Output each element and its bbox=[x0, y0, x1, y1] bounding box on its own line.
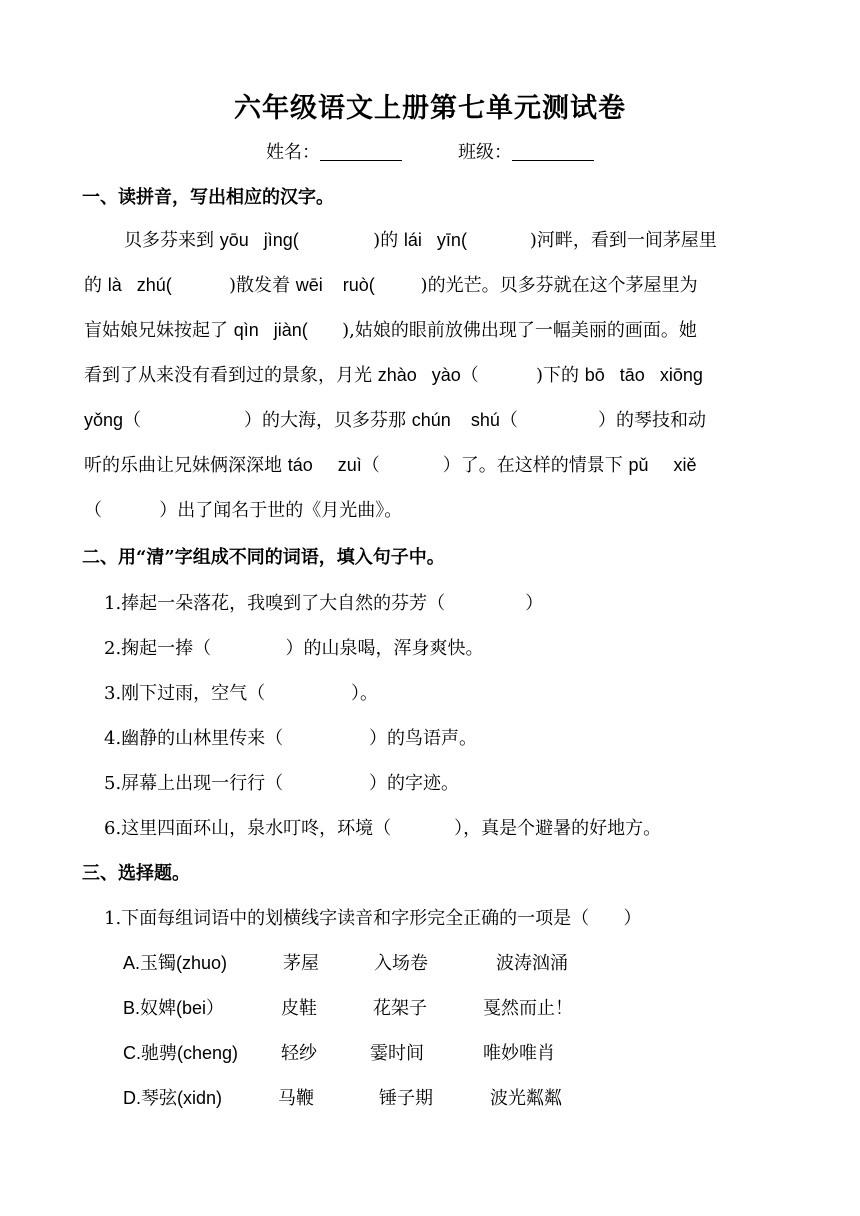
passage-line-1 bbox=[124, 218, 780, 263]
passage-text: 看到了从来没有看到过的景象，月光 bbox=[84, 365, 378, 386]
passage-line-3 bbox=[84, 308, 780, 353]
answer-blank[interactable] bbox=[172, 275, 229, 296]
answer-blank[interactable] bbox=[299, 230, 373, 251]
option-label: A.玉镯(zhuo) bbox=[123, 953, 228, 973]
pinyin: yōu jìng( bbox=[219, 230, 299, 250]
option-word: 霎时间 bbox=[370, 1043, 424, 1064]
passage-text: 听的乐曲让兄妹俩深深地 bbox=[84, 455, 288, 476]
passage-text: ）的大海，贝多芬那 bbox=[244, 410, 412, 431]
fill-item-5[interactable]: 5.屏幕上出现一行行（ ）的字迹。 bbox=[104, 773, 459, 794]
option-word: 轻纱 bbox=[281, 1043, 317, 1064]
passage-text: 贝多芬来到 bbox=[124, 230, 220, 251]
passage-text: )下的 bbox=[536, 365, 585, 386]
page-title: 六年级语文上册第七单元测试卷 bbox=[234, 93, 626, 124]
passage-text: )的 bbox=[373, 230, 404, 251]
fill-item-2[interactable]: 2.掬起一捧（ ）的山泉喝，浑身爽快。 bbox=[104, 638, 484, 659]
passage-text: )河畔，看到一间茅屋里 bbox=[529, 230, 717, 251]
class-blank[interactable] bbox=[512, 142, 594, 161]
pinyin: zhào yào bbox=[377, 365, 461, 385]
option-label: D.琴弦(xidn) bbox=[123, 1088, 223, 1108]
pinyin: lái yīn( bbox=[403, 230, 467, 250]
option-word: 锤子期 bbox=[379, 1088, 433, 1109]
option-word: 唯妙唯肖 bbox=[483, 1043, 555, 1064]
pinyin: bō tāo xiōng bbox=[584, 365, 703, 385]
fill-item-1[interactable]: 1.捧起一朵落花，我嗅到了大自然的芬芳（ ） bbox=[104, 593, 544, 614]
passage-text: ）出了闻名于世的《月光曲》。 bbox=[159, 500, 403, 521]
pinyin: qìn jiàn( bbox=[233, 320, 308, 340]
passage-line-6 bbox=[84, 443, 780, 488]
answer-blank[interactable] bbox=[375, 275, 421, 296]
passage-text: 盲姑娘兄妹按起了 bbox=[84, 320, 234, 341]
answer-blank[interactable]: （ bbox=[460, 365, 537, 386]
name-blank[interactable] bbox=[320, 142, 402, 161]
pinyin: yǒng bbox=[84, 410, 124, 430]
pinyin: wēi ruò( bbox=[295, 275, 375, 295]
passage-text: )散发着 bbox=[228, 275, 296, 296]
pinyin: là zhú( bbox=[107, 275, 172, 295]
passage-line-2 bbox=[84, 263, 780, 308]
option-label: B.奴婢(bei） bbox=[123, 998, 225, 1018]
section3-heading: 三、选择题。 bbox=[82, 863, 190, 884]
option-word: 波涛汹涌 bbox=[496, 953, 568, 974]
passage-line-7 bbox=[84, 488, 780, 533]
answer-blank[interactable]: （ bbox=[361, 455, 443, 476]
answer-blank[interactable] bbox=[467, 230, 530, 251]
option-word: 入场卷 bbox=[374, 953, 428, 974]
passage-text: ）的琴技和动 bbox=[597, 410, 706, 431]
class-label: 班级： bbox=[458, 142, 512, 163]
option-word: 花架子 bbox=[373, 998, 427, 1019]
passage-text: ）了。在这样的情景下 bbox=[442, 455, 629, 476]
option-word: 皮鞋 bbox=[281, 998, 317, 1019]
pinyin: pǔ xiě bbox=[628, 455, 697, 475]
answer-blank[interactable]: （ bbox=[84, 500, 160, 521]
option-word: 波光粼粼 bbox=[490, 1088, 562, 1109]
fill-item-6[interactable]: 6.这里四面环山，泉水叮咚，环境（ ），真是个避暑的好地方。 bbox=[104, 818, 662, 839]
passage-text: ),姑娘的眼前放佛出现了一幅美丽的画面。她 bbox=[342, 320, 697, 341]
pinyin: táo zuì bbox=[287, 455, 362, 475]
answer-blank[interactable]: （ bbox=[499, 410, 598, 431]
option-word: 戛然而止！ bbox=[483, 998, 573, 1019]
fill-item-4[interactable]: 4.幽静的山林里传来（ ）的鸟语声。 bbox=[104, 728, 477, 749]
answer-blank[interactable] bbox=[308, 320, 342, 341]
passage-text: )的光芒。贝多芬就在这个茅屋里为 bbox=[420, 275, 698, 296]
option-word: 茅屋 bbox=[283, 953, 319, 974]
option-label: C.驰骋(cheng) bbox=[123, 1043, 239, 1063]
fill-item-3[interactable]: 3.刚下过雨，空气（ ）。 bbox=[104, 683, 378, 704]
option-word: 马鞭 bbox=[278, 1088, 314, 1109]
choice-question: 1.下面每组词语中的划横线字读音和字形完全正确的一项是（ ） bbox=[104, 908, 642, 929]
section2-heading: 二、用“清”字组成不同的词语，填入句子中。 bbox=[82, 547, 445, 568]
answer-blank[interactable]: （ bbox=[123, 410, 245, 431]
passage-line-4 bbox=[84, 353, 780, 398]
name-label: 姓名： bbox=[266, 142, 320, 163]
passage-text: 的 bbox=[84, 275, 108, 296]
name-class-row bbox=[0, 138, 860, 164]
passage-line-5 bbox=[84, 398, 780, 443]
section1-heading: 一、读拼音，写出相应的汉字。 bbox=[82, 187, 334, 208]
pinyin: chún shú bbox=[411, 410, 500, 430]
